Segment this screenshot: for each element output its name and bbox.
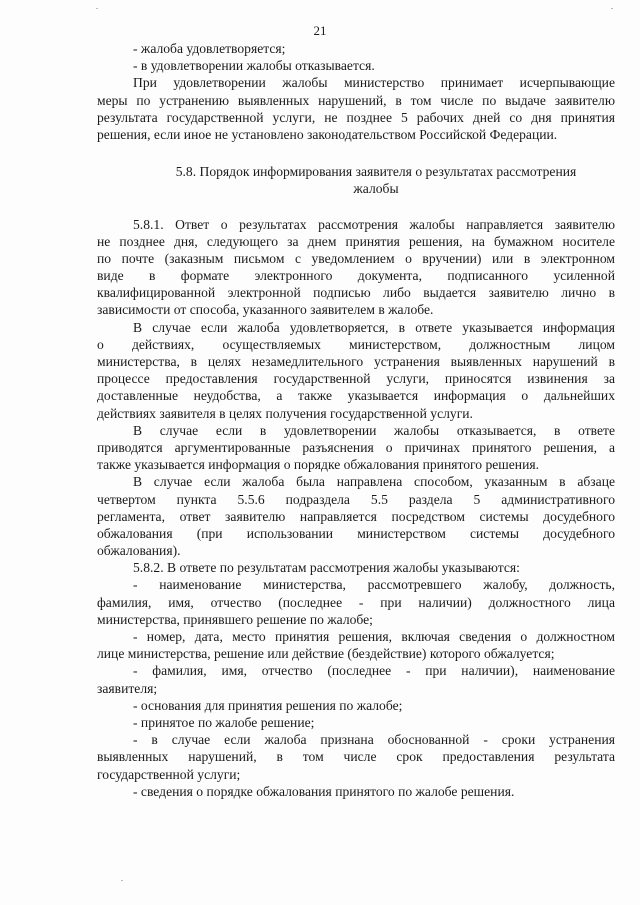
paragraph (97, 74, 615, 143)
text-line: процессе предоставления государственной услуги, приносятся извинения за (97, 371, 615, 387)
text-line: доставленные неудобства, а также указывается информация о дальнейших (97, 388, 615, 404)
text-line: При удовлетворении жалобы министерство принимает исчерпывающие (133, 75, 615, 91)
text-line: 5.8.2. В ответе по результатам рассмотрения жалобы указываются: (133, 560, 520, 576)
paragraph (97, 422, 615, 474)
text-line: В случае если жалоба была направлена способом, указанным в абзаце (133, 474, 615, 490)
text-line: обжалования (при использовании министерством системы досудебного (97, 525, 615, 541)
text-line: выявленных нарушений, в том числе срок предоставления результата (97, 749, 615, 765)
section-heading (97, 163, 615, 197)
text-line: по почте (заказным письмом с уведомлением о вручении) или в электронном (97, 250, 615, 266)
list-item: - принятое по жалобе решение; (133, 714, 315, 730)
text-line: министерства, в целях незамедлительного устранения выявленных нарушений в (97, 354, 615, 369)
text-line: - номер, дата, место принятия решения, включая сведения о должностном (133, 629, 615, 644)
text-line: также указывается информация о порядке обжалования принятого решения. (97, 457, 540, 473)
text-line: министерства, принявшего решение по жалобе; (97, 611, 373, 627)
text-line: фамилия, имя, отчество (последнее - при наличии) должностного лица (97, 594, 615, 610)
text-line: о действиях, осуществляемых министерством, должностным лицом (97, 336, 615, 352)
text-line: лице министерства, решение или действие (бездействие) которого обжалуется; (97, 646, 555, 662)
text-line: не позднее дня, следующего за днем принятия решения, на бумажном носителе (97, 233, 615, 249)
text-line: - наименование министерства, рассмотревшего жалобу, должность, (133, 577, 615, 593)
text-line: обжалования). (97, 543, 181, 559)
paragraph (97, 473, 615, 559)
list-item (97, 662, 615, 696)
text-line: зависимости от способа, указанного заявителем в жалобе. (97, 302, 434, 318)
text-line: четвертом пункта 5.5.6 подраздела 5.5 раздела 5 административного (97, 491, 615, 507)
list-item (97, 576, 615, 628)
paragraph (97, 216, 615, 319)
list-item: - основания для принятия решения по жалобе; (133, 697, 403, 713)
text-line: виде в формате электронного документа, подписанного усиленной (97, 268, 615, 284)
heading-line: жалобы (353, 181, 399, 197)
text-line: регламента, ответ заявителю направляется посредством системы досудебного (97, 508, 615, 524)
list-item (97, 731, 615, 783)
scan-speck (121, 880, 123, 881)
list-item (97, 628, 615, 662)
text-line: решения, если иное не установлено законодательством Российской Федерации. (97, 126, 558, 142)
text-line: - в случае если жалоба признана обоснованной - сроки устранения (133, 732, 615, 748)
text-line: заявителя; (97, 680, 158, 696)
text-line: В случае если жалоба удовлетворяется, в ответе указывается информация (133, 319, 615, 335)
paragraph (97, 319, 615, 422)
text-line: - фамилия, имя, отчество (последнее - при наличии), наименование (133, 663, 615, 679)
heading-line: 5.8. Порядок информирования заявителя о результатах рассмотрения (175, 164, 577, 180)
text-line: действиях заявителя в целях получения государственной услуги. (97, 405, 473, 421)
text-line: 5.8.1. Ответ о результатах рассмотрения жалобы направляется заявителю (133, 216, 615, 232)
text-line: государственной услуги; (97, 766, 241, 782)
scan-speck (96, 8, 98, 9)
text-line: меры по устранению выявленных нарушений, в том числе по выдаче заявителю (97, 92, 615, 108)
scan-speck (611, 8, 613, 9)
text-line: результата государственной услуги, не позднее 5 рабочих дней со дня принятия (97, 109, 615, 125)
list-item: - в удовлетворении жалобы отказывается. (133, 58, 375, 74)
text-line: приводятся аргументированные разъяснения о причинах принятого решения, а (97, 439, 615, 455)
text-line: В случае если в удовлетворении жалобы отказывается, в ответе (133, 422, 615, 438)
text-line: квалифицированной электронной подписью либо выдается заявителю лично в (97, 285, 615, 301)
document-body (97, 40, 615, 800)
page-number: 21 (313, 23, 327, 38)
list-item: - жалоба удовлетворяется; (133, 41, 286, 56)
list-item: - сведения о порядке обжалования принятого по жалобе решения. (133, 783, 515, 799)
